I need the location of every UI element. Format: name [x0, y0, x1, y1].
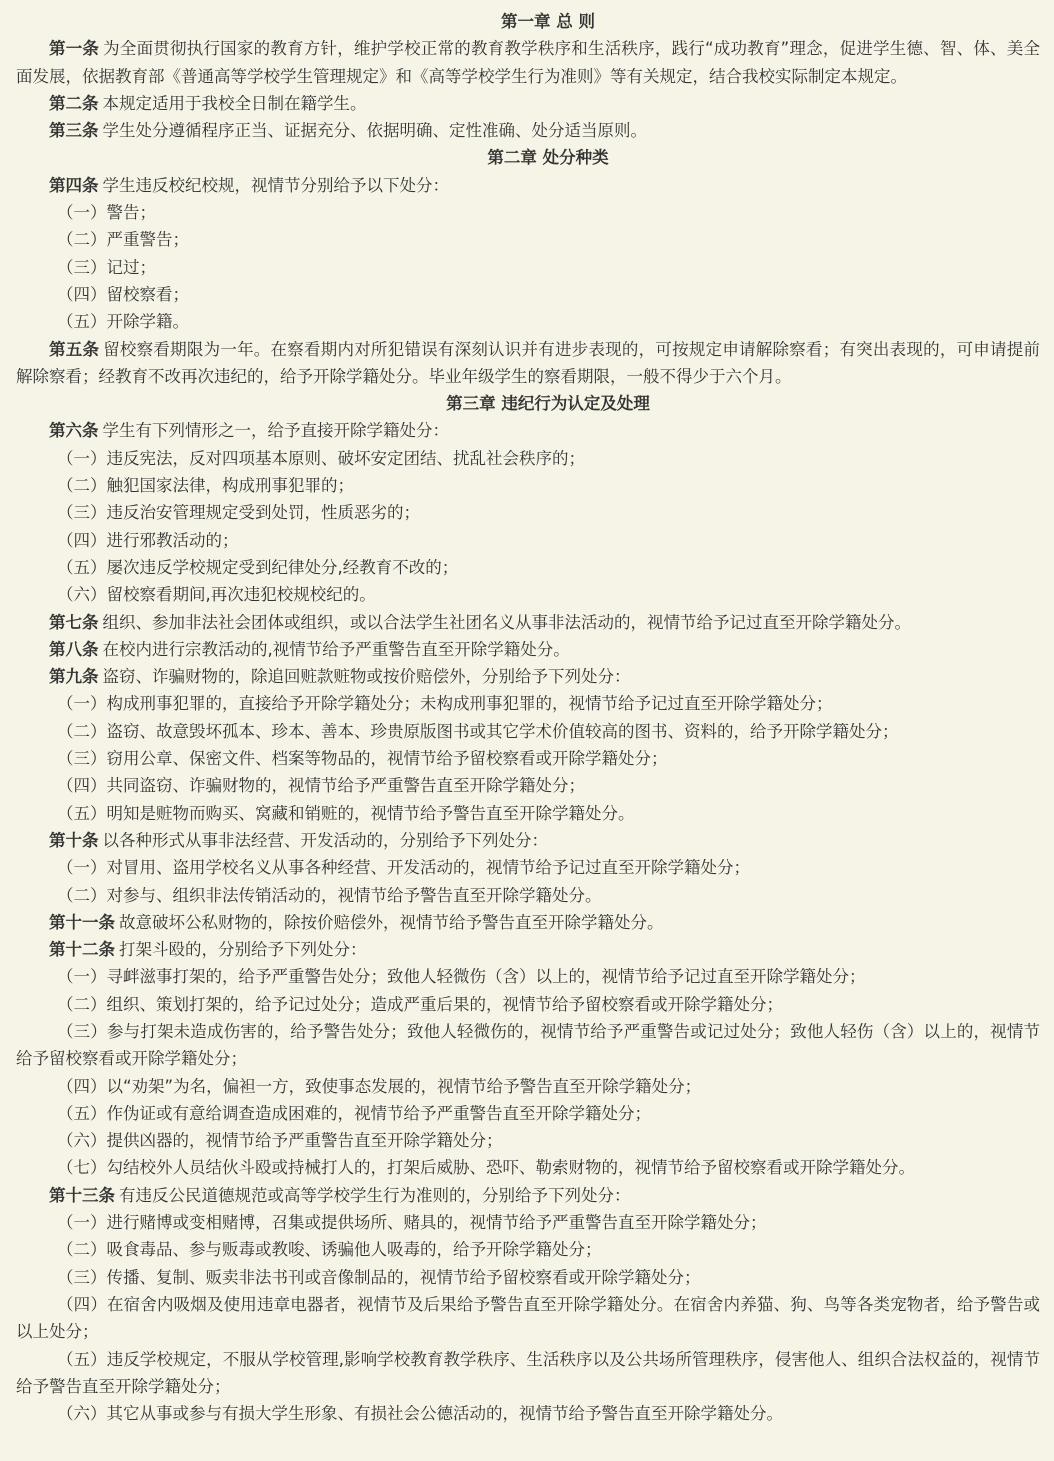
list-item: （六）提供凶器的，视情节给予严重警告直至开除学籍处分；: [57, 1131, 503, 1151]
article-text: 在校内进行宗教活动的,视情节给予严重警告直至开除学籍处分。: [102, 639, 570, 659]
article-7: [16, 609, 1040, 636]
article-text: 以各种形式从事非法经营、开发活动的，分别给予下列处分：: [102, 830, 548, 850]
article-5: [16, 336, 1040, 391]
article-text: 学生有下列情形之一，给予直接开除学籍处分：: [102, 421, 449, 441]
list-item: （四）共同盗窃、诈骗财物的，视情节给予严重警告直至开除学籍处分；: [57, 776, 585, 796]
article-label: 第十二条: [49, 940, 115, 960]
article-label: 第八条: [49, 639, 99, 659]
article-9: [16, 663, 1040, 690]
list-item: （三）违反治安管理规定受到处罚，性质恶劣的；: [57, 503, 420, 523]
article-label: 第十三条: [49, 1185, 115, 1205]
article-label: 第四条: [49, 175, 99, 195]
list-item: （五）屡次违反学校规定受到纪律处分,经教育不改的；: [57, 557, 459, 577]
list-item: （一）构成刑事犯罪的，直接给予开除学籍处分；未构成刑事犯罪的，视情节给予记过直至开除学籍处分；: [57, 694, 833, 714]
list-item: （五）作伪证或有意给调查造成困难的，视情节给予严重警告直至开除学籍处分；: [57, 1103, 651, 1123]
article-text: 学生处分遵循程序正当、证据充分、依据明确、定性准确、处分适当原则。: [102, 121, 647, 141]
chapter-3-heading: 第三章 违纪行为认定及处理: [446, 394, 650, 414]
article-2: [16, 90, 1040, 117]
article-label: 第十一条: [49, 912, 115, 932]
article-label: 第六条: [49, 421, 99, 441]
article-8: [16, 636, 1040, 663]
article-label: 第二条: [49, 93, 99, 113]
article-4: [16, 172, 1040, 199]
article-1: [16, 35, 1040, 90]
article-text: 留校察看期限为一年。在察看期内对所犯错误有深刻认识并有进步表现的，可按规定申请解除察看；有突出表现的，可申请提前解除察看；经教育不改再次违纪的，给予开除学籍处分。毕业年级学生的察看期限，一般不得少于六个月。: [16, 339, 1041, 386]
list-item: （六）其它从事或参与有损大学生形象、有损社会公德活动的，视情节给予警告直至开除学籍处分。: [57, 1404, 783, 1424]
article-label: 第十条: [49, 830, 99, 850]
article-13: [16, 1182, 1040, 1209]
list-item: （五）开除学籍。: [57, 312, 189, 332]
list-item: （二）吸食毒品、参与贩毒或教唆、诱骗他人吸毒的，给予开除学籍处分；: [57, 1240, 602, 1260]
article-12: [16, 936, 1040, 963]
article-10: [16, 827, 1040, 854]
article-text: 组织、参加非法社会团体或组织，或以合法学生社团名义从事非法活动的，视情节给予记过直至开除学籍处分。: [102, 612, 911, 632]
list-item: （七）勾结校外人员结伙斗殴或持械打人的，打架后威胁、恐吓、勒索财物的，视情节给予留校察看或开除学籍处分。: [57, 1158, 915, 1178]
article-label: 第一条: [49, 39, 100, 59]
list-item: （二）严重警告；: [57, 230, 189, 250]
list-item: （三）窃用公章、保密文件、档案等物品的，视情节给予留校察看或开除学籍处分；: [57, 749, 668, 769]
list-item: （六）留校察看期间,再次违犯校规校纪的。: [57, 585, 376, 605]
chapter-1-heading: 第一章 总 则: [501, 12, 595, 31]
list-item: （一）对冒用、盗用学校名义从事各种经营、开发活动的，视情节给予记过直至开除学籍处分；: [57, 858, 750, 878]
article-text: 打架斗殴的，分别给予下列处分：: [119, 940, 367, 960]
list-item: （一）寻衅滋事打架的，给予严重警告处分；致他人轻微伤（含）以上的，视情节给予记过直至开除学籍处分；: [57, 967, 866, 987]
article-text: 故意破坏公私财物的，除按价赔偿外，视情节给予警告直至开除学籍处分。: [119, 912, 664, 932]
list-item: （五）明知是赃物而购买、窝藏和销赃的，视情节给予警告直至开除学籍处分。: [57, 803, 635, 823]
chapter-2-heading: 第二章 处分种类: [487, 148, 609, 168]
article-text: 有违反公民道德规范或高等学校学生行为准则的，分别给予下列处分：: [119, 1185, 631, 1205]
article-3: [16, 117, 1040, 144]
list-item: （二）组织、策划打架的，给予记过处分；造成严重后果的，视情节给予留校察看或开除学籍处分；: [57, 994, 783, 1014]
list-item: （一）警告；: [57, 203, 156, 223]
list-item: （二）对参与、组织非法传销活动的，视情节给予警告直至开除学籍处分。: [57, 885, 602, 905]
list-item: （一）违反宪法，反对四项基本原则、破坏安定团结、扰乱社会秩序的；: [57, 448, 585, 468]
list-item: （四）以“劝架”为名，偏袒一方，致使事态发展的，视情节给予警告直至开除学籍处分；: [57, 1076, 702, 1096]
list-item: （二）盗窃、故意毁坏孤本、珍本、善本、珍贵原版图书或其它学术价值较高的图书、资料的，给予开除学籍处分；: [57, 721, 899, 741]
article-text: 本规定适用于我校全日制在籍学生。: [102, 93, 367, 113]
list-item: （四）进行邪教活动的；: [57, 530, 239, 550]
list-item: （三）参与打架未造成伤害的，给予警告处分；致他人轻微伤的，视情节给予严重警告或记过处分；致他人轻伤（含）以上的，视情节给予留校察看或开除学籍处分；: [16, 1021, 1040, 1069]
list-item: （五）违反学校规定，不服从学校管理,影响学校教育教学秩序、生活秩序以及公共场所管理秩序，侵害他人、组织合法权益的，视情节给予警告直至开除学籍处分；: [16, 1349, 1040, 1396]
article-6: [16, 417, 1040, 444]
article-label: 第九条: [49, 667, 99, 687]
article-text: 盗窃、诈骗财物的，除追回赃款赃物或按价赔偿外，分别给予下列处分：: [102, 667, 631, 687]
list-item: （四）在宿舍内吸烟及使用违章电器者，视情节及后果给予警告直至开除学籍处分。在宿舍内养猫、狗、鸟等各类宠物者，给予警告或以上处分；: [16, 1294, 1040, 1342]
list-item: （一）进行赌博或变相赌博，召集或提供场所、赌具的，视情节给予严重警告直至开除学籍处分；: [57, 1213, 767, 1233]
article-label: 第五条: [49, 339, 100, 359]
list-item: （四）留校察看；: [57, 284, 189, 304]
article-label: 第三条: [49, 121, 99, 141]
list-item: （三）传播、复制、贩卖非法书刊或音像制品的，视情节给予留校察看或开除学籍处分；: [57, 1267, 701, 1287]
list-item: （三）记过；: [57, 257, 156, 277]
article-11: [16, 909, 1040, 936]
article-text: 学生违反校纪校规，视情节分别给予以下处分：: [102, 175, 449, 195]
list-item: （二）触犯国家法律，构成刑事犯罪的；: [57, 476, 354, 496]
article-label: 第七条: [49, 612, 99, 632]
article-text: 为全面贯彻执行国家的教育方针，维护学校正常的教育教学秩序和生活秩序，践行“成功教育”理念，促进学生德、智、体、美全面发展，依据教育部《普通高等学校学生管理规定》和《高等学校学生行为准则》等有关规定，结合我校实际制定本规定。: [16, 39, 1040, 86]
